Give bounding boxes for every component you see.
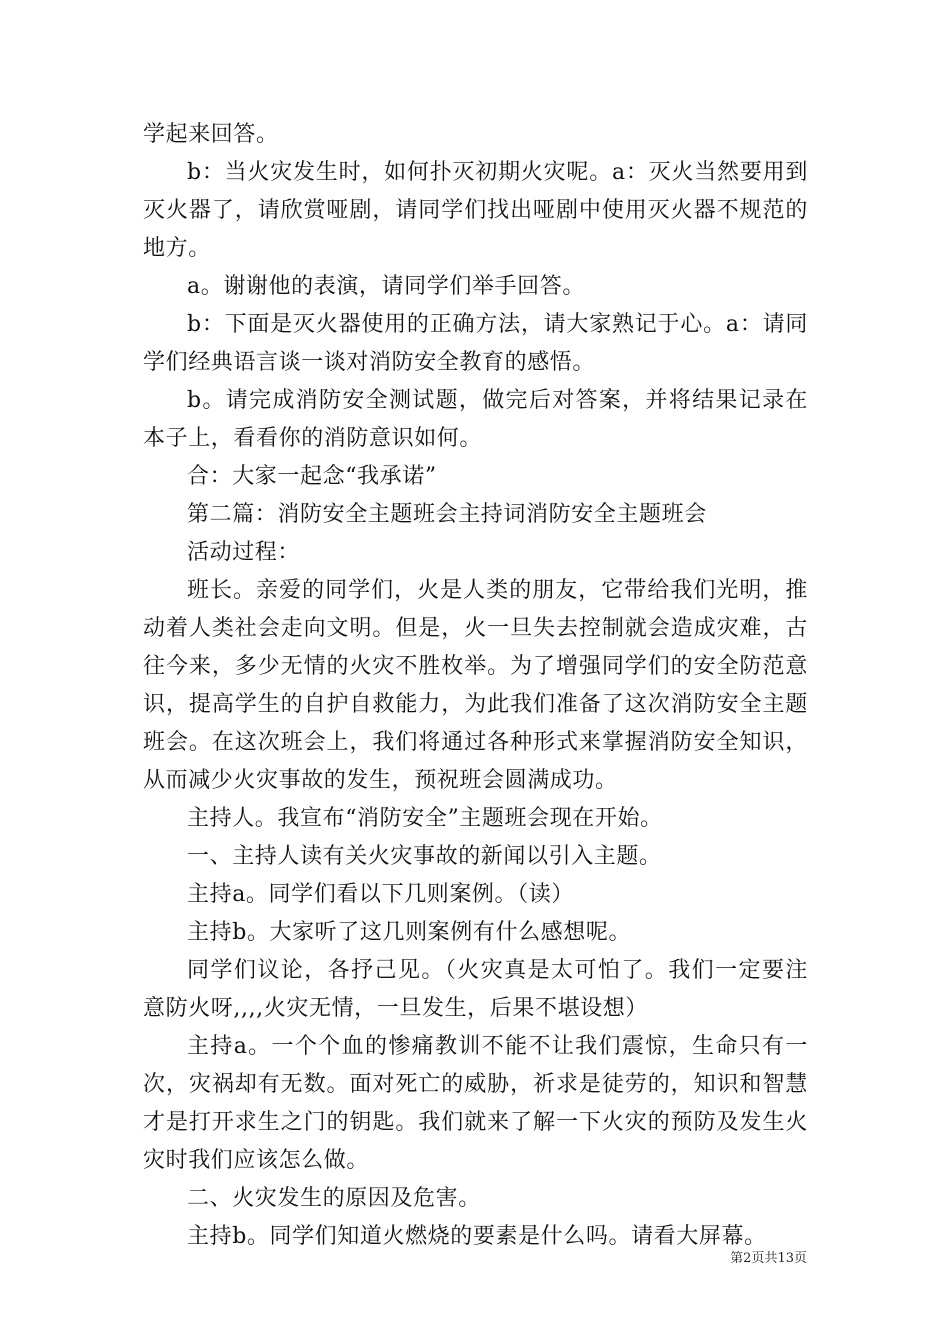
page-number: 第2页共13页 xyxy=(730,1251,807,1266)
paragraph: b：当火灾发生时，如何扑灭初期火灾呢。a：灭火当然要用到灭火器了，请欣赏哑剧，请同学们找出哑剧中使用灭火器不规范的地方。 xyxy=(143,160,808,261)
paragraph: 二、火灾发生的原因及危害。 xyxy=(187,1186,481,1211)
paragraph: 活动过程： xyxy=(187,540,301,565)
paragraph: b。请完成消防安全测试题，做完后对答案，并将结果记录在本子上，看看你的消防意识如何。 xyxy=(143,388,808,451)
paragraph: b：下面是灭火器使用的正确方法，请大家熟记于心。a：请同学们经典语言谈一谈对消防安全教育的感悟。 xyxy=(143,312,808,375)
paragraph: 主持b。同学们知道火燃烧的要素是什么吗。请看大屏幕。 xyxy=(187,1224,767,1249)
paragraph: 学起来回答。 xyxy=(143,122,279,147)
paragraph: 主持人。我宣布“消防安全”主题班会现在开始。 xyxy=(187,806,663,831)
document-body xyxy=(143,116,808,1256)
section-heading: 第二篇：消防安全主题班会主持词消防安全主题班会 xyxy=(187,502,707,527)
paragraph: a。谢谢他的表演，请同学们举手回答。 xyxy=(187,274,585,299)
paragraph: 班长。亲爱的同学们，火是人类的朋友，它带给我们光明，推动着人类社会走向文明。但是，火一旦失去控制就会造成灾难，古往今来，多少无情的火灾不胜枚举。为了增强同学们的安全防范意识，提高学生的自护自救能力，为此我们准备了这次消防安全主题班会。在这次班会上，我们将通过各种形式来掌握消防安全知识，从而减少火灾事故的发生，预祝班会圆满成功。 xyxy=(143,578,808,793)
paragraph: 主持b。大家听了这几则案例有什么感想呢。 xyxy=(187,920,632,945)
paragraph: 一、主持人读有关火灾事故的新闻以引入主题。 xyxy=(187,844,662,869)
paragraph: 主持a。同学们看以下几则案例。（读） xyxy=(187,882,574,907)
paragraph: 主持a。一个个血的惨痛教训不能不让我们震惊，生命只有一次，灾祸却有无数。面对死亡的威胁，祈求是徒劳的，知识和智慧才是打开求生之门的钥匙。我们就来了解一下火灾的预防及发生火灾时我们应该怎么做。 xyxy=(143,1034,808,1173)
paragraph: 同学们议论，各抒己见。（火灾真是太可怕了。我们一定要注意防火呀,,,,火灾无情，一旦发生，后果不堪设想） xyxy=(143,958,808,1021)
paragraph: 合：大家一起念“我承诺” xyxy=(187,464,437,489)
